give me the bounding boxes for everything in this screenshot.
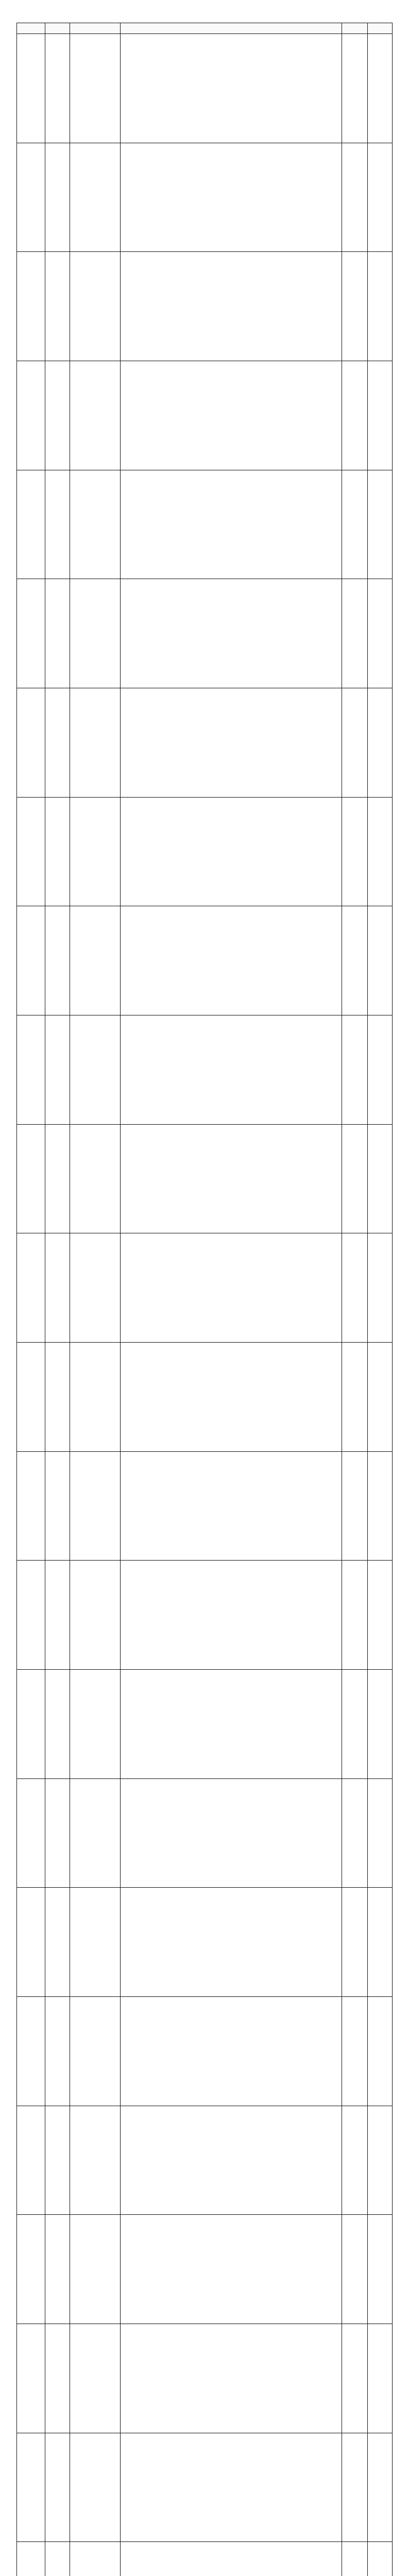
date-label: [45, 253, 70, 254]
date-label: [45, 144, 70, 145]
header-main-work: [120, 23, 342, 33]
date-label: [45, 1016, 70, 1018]
row-divider: [17, 1778, 392, 1779]
row-divider: [17, 1669, 392, 1670]
row-divider: [17, 33, 392, 34]
date-label: [45, 799, 70, 800]
header-week: [17, 23, 45, 33]
header-date: [45, 23, 70, 33]
table-header: [17, 23, 392, 34]
date-label: [45, 1562, 70, 1563]
row-divider: [17, 2214, 392, 2215]
column-divider: [120, 23, 121, 2576]
page-title: [0, 7, 408, 16]
row-divider: [17, 797, 392, 798]
date-label: [45, 689, 70, 690]
date-label: [45, 1998, 70, 1999]
row-divider: [17, 251, 392, 252]
date-label: [45, 580, 70, 581]
date-label: [45, 1889, 70, 1890]
date-label: [45, 2434, 70, 2435]
row-divider: [17, 1996, 392, 1997]
date-label: [45, 907, 70, 908]
header-department: [70, 23, 120, 33]
date-label: [45, 1780, 70, 1781]
row-divider: [17, 2541, 392, 2542]
date-label: [45, 1344, 70, 1345]
row-divider: [17, 1451, 392, 1452]
schedule-table: [16, 23, 393, 2576]
date-label: [45, 471, 70, 472]
date-label: [45, 2543, 70, 2544]
column-divider: [367, 23, 368, 2576]
date-label: [45, 2216, 70, 2217]
row-divider: [17, 1124, 392, 1125]
row-divider: [17, 1887, 392, 1888]
header-owner: [342, 23, 367, 33]
date-label: [45, 1671, 70, 1672]
date-label: [45, 1234, 70, 1235]
row-divider: [17, 1560, 392, 1561]
date-label: [45, 1453, 70, 1454]
header-note: [367, 23, 392, 33]
date-label: [45, 2325, 70, 2326]
row-divider: [17, 1342, 392, 1343]
date-label: [45, 2107, 70, 2108]
date-label: [45, 35, 70, 36]
date-label: [45, 1126, 70, 1127]
date-label: [45, 362, 70, 363]
